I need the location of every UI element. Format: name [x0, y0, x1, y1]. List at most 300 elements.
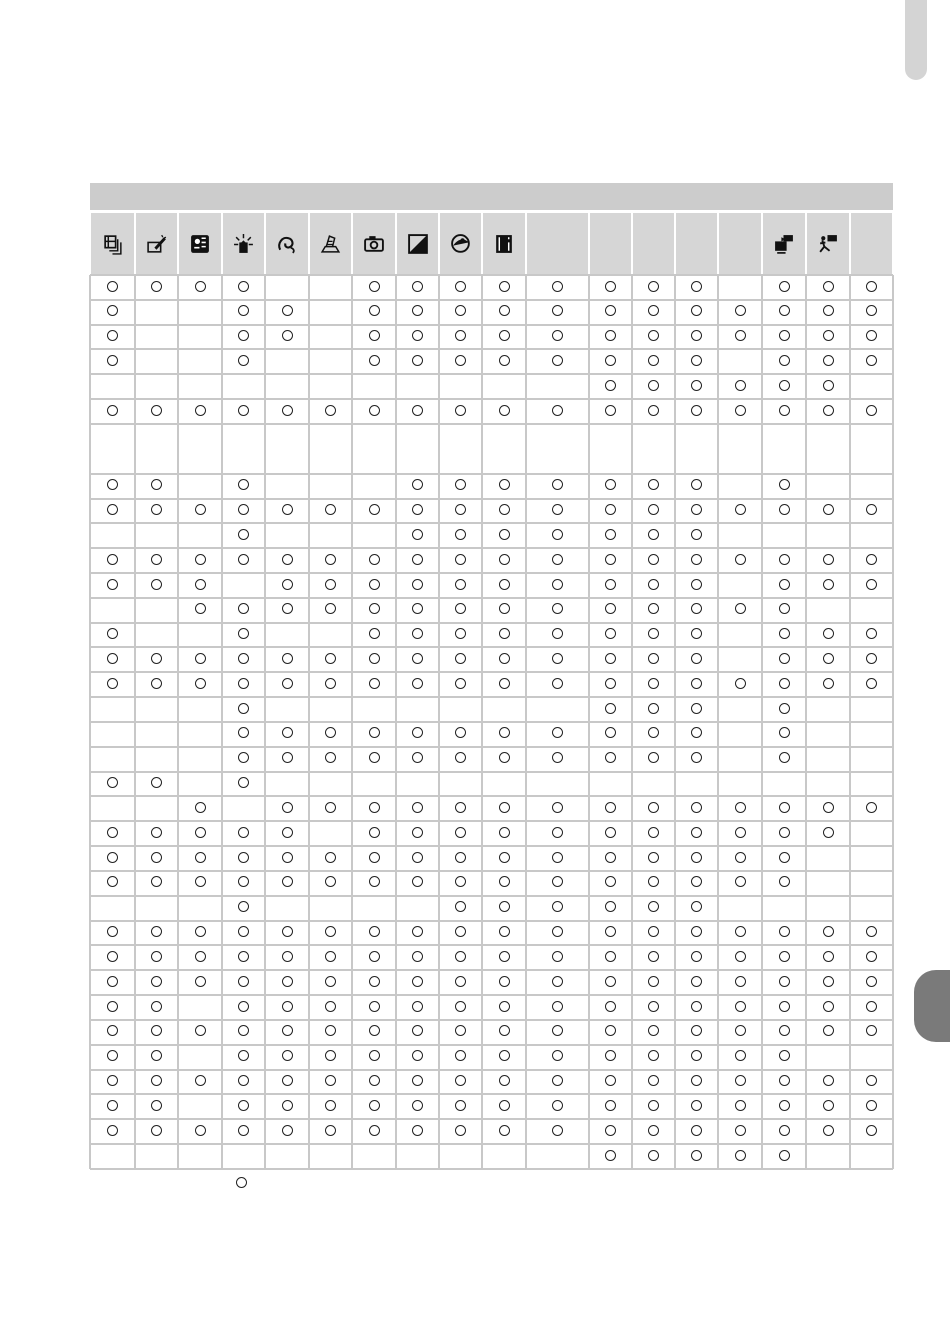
- circle-mark: [282, 852, 293, 863]
- circle-mark: [107, 678, 118, 689]
- circle-mark: [605, 852, 616, 863]
- circle-mark: [866, 951, 877, 962]
- circle-mark: [779, 479, 790, 490]
- circle-mark: [648, 752, 659, 763]
- circle-mark: [648, 330, 659, 341]
- row-divider: [90, 1019, 893, 1021]
- circle-mark: [648, 926, 659, 937]
- circle-mark: [552, 653, 563, 664]
- circle-mark: [282, 727, 293, 738]
- row-divider: [90, 820, 893, 822]
- circle-mark: [648, 802, 659, 813]
- circle-mark: [691, 603, 702, 614]
- circle-mark: [238, 901, 249, 912]
- circle-mark: [238, 603, 249, 614]
- circle-mark: [107, 281, 118, 292]
- circle-mark: [369, 802, 380, 813]
- circle-mark: [369, 876, 380, 887]
- circle-mark: [779, 852, 790, 863]
- circle-mark: [369, 926, 380, 937]
- circle-mark: [455, 653, 466, 664]
- circle-mark: [107, 653, 118, 664]
- circle-mark: [412, 479, 423, 490]
- circle-mark: [823, 976, 834, 987]
- circle-mark: [691, 529, 702, 540]
- circle-mark: [691, 727, 702, 738]
- circle-mark: [866, 281, 877, 292]
- circle-mark: [691, 802, 702, 813]
- circle-mark: [691, 330, 702, 341]
- circle-mark: [648, 1001, 659, 1012]
- circle-mark: [735, 554, 746, 565]
- circle-mark: [866, 678, 877, 689]
- row-divider: [90, 522, 893, 524]
- circle-mark: [369, 752, 380, 763]
- circle-mark: [195, 1125, 206, 1136]
- circle-mark: [282, 1100, 293, 1111]
- circle-mark: [735, 504, 746, 515]
- circle-mark: [412, 529, 423, 540]
- row-divider: [90, 1044, 893, 1046]
- column-divider: [674, 275, 676, 1169]
- column-divider: [438, 275, 440, 1169]
- circle-mark: [238, 1125, 249, 1136]
- circle-mark: [282, 1025, 293, 1036]
- circle-mark: [325, 976, 336, 987]
- circle-mark: [866, 802, 877, 813]
- circle-mark: [823, 628, 834, 639]
- circle-mark: [107, 827, 118, 838]
- circle-mark: [195, 504, 206, 515]
- circle-mark: [238, 529, 249, 540]
- circle-mark: [107, 504, 118, 515]
- circle-mark: [691, 628, 702, 639]
- circle-mark: [779, 653, 790, 664]
- circle-mark: [195, 579, 206, 590]
- circle-mark: [455, 603, 466, 614]
- circle-mark: [325, 504, 336, 515]
- circle-mark: [151, 653, 162, 664]
- circle-mark: [151, 479, 162, 490]
- circle-mark: [691, 504, 702, 515]
- circle-mark: [552, 305, 563, 316]
- circle-mark: [455, 901, 466, 912]
- circle-mark: [691, 305, 702, 316]
- circle-mark: [605, 554, 616, 565]
- circle-mark: [151, 852, 162, 863]
- circle-mark: [151, 405, 162, 416]
- circle-mark: [282, 305, 293, 316]
- circle-mark: [238, 827, 249, 838]
- circle-mark: [455, 628, 466, 639]
- circle-mark: [107, 305, 118, 316]
- column-divider: [588, 275, 590, 1169]
- circle-mark: [823, 380, 834, 391]
- circle-mark: [499, 554, 510, 565]
- circle-mark: [735, 926, 746, 937]
- circle-mark: [779, 1100, 790, 1111]
- row-divider: [90, 299, 893, 301]
- row-divider: [90, 1069, 893, 1071]
- circle-mark: [605, 330, 616, 341]
- circle-mark: [552, 1001, 563, 1012]
- circle-mark: [499, 852, 510, 863]
- circle-mark: [499, 504, 510, 515]
- circle-mark: [151, 777, 162, 788]
- circle-mark: [866, 579, 877, 590]
- circle-mark: [238, 355, 249, 366]
- circle-mark: [648, 380, 659, 391]
- circle-mark: [195, 976, 206, 987]
- circle-mark: [691, 554, 702, 565]
- circle-mark: [107, 777, 118, 788]
- circle-mark: [195, 1075, 206, 1086]
- circle-mark: [107, 1050, 118, 1061]
- circle-mark: [325, 1125, 336, 1136]
- column-divider: [351, 275, 353, 1169]
- circle-mark: [823, 678, 834, 689]
- circle-mark: [691, 876, 702, 887]
- circle-mark: [412, 802, 423, 813]
- circle-mark: [325, 852, 336, 863]
- circle-mark: [238, 876, 249, 887]
- column-divider: [89, 275, 91, 1169]
- circle-mark: [499, 1025, 510, 1036]
- circle-mark: [325, 1025, 336, 1036]
- circle-mark: [552, 926, 563, 937]
- circle-mark: [552, 529, 563, 540]
- circle-mark: [735, 305, 746, 316]
- circle-mark: [735, 1025, 746, 1036]
- row-divider: [90, 498, 893, 500]
- circle-mark: [691, 827, 702, 838]
- compatibility-table: [90, 183, 893, 1172]
- circle-mark: [455, 405, 466, 416]
- circle-mark: [823, 653, 834, 664]
- circle-mark: [151, 1025, 162, 1036]
- circle-mark: [605, 504, 616, 515]
- circle-mark: [107, 479, 118, 490]
- circle-mark: [282, 678, 293, 689]
- circle-mark: [605, 926, 616, 937]
- circle-mark: [605, 305, 616, 316]
- circle-mark: [552, 554, 563, 565]
- circle-mark: [151, 976, 162, 987]
- circle-mark: [605, 703, 616, 714]
- circle-mark: [195, 678, 206, 689]
- circle-mark: [866, 926, 877, 937]
- circle-mark: [605, 876, 616, 887]
- circle-mark: [107, 1001, 118, 1012]
- circle-mark: [648, 653, 659, 664]
- circle-mark: [605, 355, 616, 366]
- circle-mark: [823, 1075, 834, 1086]
- circle-mark: [691, 653, 702, 664]
- circle-mark: [238, 554, 249, 565]
- circle-mark: [552, 1050, 563, 1061]
- row-divider: [90, 671, 893, 673]
- circle-mark: [779, 355, 790, 366]
- circle-mark: [325, 1001, 336, 1012]
- circle-mark: [195, 827, 206, 838]
- circle-mark: [369, 1025, 380, 1036]
- column-divider: [177, 275, 179, 1169]
- circle-mark: [648, 703, 659, 714]
- circle-mark: [648, 1050, 659, 1061]
- circle-mark: [369, 678, 380, 689]
- circle-mark: [691, 976, 702, 987]
- circle-mark: [238, 703, 249, 714]
- circle-mark: [779, 281, 790, 292]
- circle-mark: [735, 876, 746, 887]
- circle-mark: [648, 976, 659, 987]
- circle-mark: [282, 1001, 293, 1012]
- circle-mark: [691, 380, 702, 391]
- circle-mark: [552, 330, 563, 341]
- row-divider: [90, 1093, 893, 1095]
- multi-frame-stack-icon: [102, 233, 124, 255]
- circle-mark: [691, 1025, 702, 1036]
- circle-mark: [691, 405, 702, 416]
- circle-mark: [412, 678, 423, 689]
- circle-mark: [499, 1125, 510, 1136]
- circle-mark: [605, 827, 616, 838]
- row-divider: [90, 597, 893, 599]
- circle-mark: [412, 876, 423, 887]
- circle-mark: [605, 1001, 616, 1012]
- circle-mark: [779, 926, 790, 937]
- column-divider: [395, 275, 397, 1169]
- circle-mark: [151, 1100, 162, 1111]
- row-divider: [90, 969, 893, 971]
- circle-mark: [455, 852, 466, 863]
- circle-mark: [455, 479, 466, 490]
- row-divider: [90, 795, 893, 797]
- circle-mark: [605, 901, 616, 912]
- circle-mark: [552, 876, 563, 887]
- circle-mark: [691, 355, 702, 366]
- circle-mark: [455, 1125, 466, 1136]
- circle-mark: [282, 1050, 293, 1061]
- circle-mark: [499, 653, 510, 664]
- circle-mark: [412, 852, 423, 863]
- circle-mark: [552, 901, 563, 912]
- circle-mark: [552, 1075, 563, 1086]
- column-divider: [481, 275, 483, 1169]
- circle-mark: [735, 380, 746, 391]
- circle-mark: [282, 1075, 293, 1086]
- circle-mark: [282, 976, 293, 987]
- circle-mark: [238, 628, 249, 639]
- circle-mark: [648, 479, 659, 490]
- column-divider: [525, 275, 527, 1169]
- circle-mark: [151, 281, 162, 292]
- circle-mark: [735, 852, 746, 863]
- circle-mark: [455, 827, 466, 838]
- circle-mark: [238, 951, 249, 962]
- circle-mark: [455, 926, 466, 937]
- circle-mark: [107, 926, 118, 937]
- circle-mark: [735, 827, 746, 838]
- circle-mark: [369, 1050, 380, 1061]
- circle-mark: [107, 1100, 118, 1111]
- circle-mark: [455, 678, 466, 689]
- circle-mark: [823, 554, 834, 565]
- circle-mark: [412, 1050, 423, 1061]
- camera-icon: [363, 233, 385, 255]
- circle-mark: [691, 703, 702, 714]
- circle-mark: [691, 281, 702, 292]
- circle-mark: [369, 727, 380, 738]
- circle-mark: [195, 852, 206, 863]
- circle-mark: [823, 504, 834, 515]
- circle-mark: [552, 802, 563, 813]
- circle-mark: [412, 1001, 423, 1012]
- column-divider: [761, 275, 763, 1169]
- circle-mark: [151, 678, 162, 689]
- chapter-tab-index[interactable]: [914, 970, 950, 1042]
- circle-mark: [648, 678, 659, 689]
- circle-mark: [455, 330, 466, 341]
- circle-mark: [605, 628, 616, 639]
- circle-mark: [238, 1025, 249, 1036]
- row-divider: [90, 746, 893, 748]
- circle-mark: [735, 951, 746, 962]
- circle-mark: [552, 727, 563, 738]
- circle-mark: [195, 405, 206, 416]
- circle-mark: [499, 876, 510, 887]
- circle-mark: [691, 901, 702, 912]
- circle-mark: [499, 1100, 510, 1111]
- circle-mark: [735, 603, 746, 614]
- row-divider: [90, 646, 893, 648]
- circle-mark: [605, 529, 616, 540]
- circle-mark: [369, 305, 380, 316]
- circle-mark: [823, 802, 834, 813]
- circle-mark: [552, 678, 563, 689]
- circle-mark: [691, 1075, 702, 1086]
- circle-mark: [605, 1150, 616, 1161]
- circle-mark: [866, 653, 877, 664]
- circle-mark: [779, 876, 790, 887]
- circle-mark: [648, 852, 659, 863]
- circle-mark: [455, 1075, 466, 1086]
- row-divider: [90, 1118, 893, 1120]
- circle-mark: [455, 1025, 466, 1036]
- circle-mark: [866, 554, 877, 565]
- circle-mark: [823, 827, 834, 838]
- circle-mark: [107, 876, 118, 887]
- circle-mark: [823, 1025, 834, 1036]
- circle-mark: [455, 281, 466, 292]
- circle-mark: [823, 1100, 834, 1111]
- circle-mark: [151, 554, 162, 565]
- circle-mark: [605, 603, 616, 614]
- circle-mark: [866, 1100, 877, 1111]
- circle-mark: [195, 603, 206, 614]
- column-divider: [631, 275, 633, 1169]
- column-divider: [892, 275, 894, 1169]
- circle-mark: [238, 479, 249, 490]
- circle-mark: [552, 1125, 563, 1136]
- circle-mark: [552, 355, 563, 366]
- circle-mark: [282, 504, 293, 515]
- circle-mark: [648, 281, 659, 292]
- circle-mark: [552, 603, 563, 614]
- header-cell: [676, 213, 717, 275]
- circle-mark: [779, 1001, 790, 1012]
- circle-mark: [369, 281, 380, 292]
- contrast-square-icon: [407, 233, 429, 255]
- circle-mark: [552, 628, 563, 639]
- circle-mark: [499, 281, 510, 292]
- column-divider: [264, 275, 266, 1169]
- circle-mark: [823, 355, 834, 366]
- circle-mark: [866, 330, 877, 341]
- circle-mark: [691, 479, 702, 490]
- circle-mark: [107, 355, 118, 366]
- circle-mark: [325, 1075, 336, 1086]
- circle-mark: [455, 727, 466, 738]
- circle-mark: [412, 330, 423, 341]
- circle-mark: [735, 1001, 746, 1012]
- circle-mark: [369, 1075, 380, 1086]
- circle-mark: [412, 976, 423, 987]
- circle-mark: [195, 926, 206, 937]
- circle-mark: [823, 1125, 834, 1136]
- circle-mark: [238, 926, 249, 937]
- circle-mark: [282, 603, 293, 614]
- circle-mark: [605, 479, 616, 490]
- circle-mark: [648, 504, 659, 515]
- circle-mark: [455, 355, 466, 366]
- circle-mark: [499, 678, 510, 689]
- row-divider: [90, 274, 893, 276]
- circle-mark: [195, 554, 206, 565]
- circle-mark: [691, 1125, 702, 1136]
- circle-mark: [552, 281, 563, 292]
- circle-mark: [369, 1125, 380, 1136]
- circle-mark: [238, 1001, 249, 1012]
- circle-mark: [552, 1100, 563, 1111]
- document-stack-icon: [320, 233, 342, 255]
- circle-mark: [369, 653, 380, 664]
- row-divider: [90, 473, 893, 475]
- circle-mark: [735, 330, 746, 341]
- circle-mark: [369, 405, 380, 416]
- circle-mark: [412, 281, 423, 292]
- circle-mark: [648, 355, 659, 366]
- header-cell: [590, 213, 631, 275]
- circle-mark: [455, 951, 466, 962]
- circle-mark: [779, 802, 790, 813]
- circle-mark: [648, 579, 659, 590]
- circle-mark: [866, 504, 877, 515]
- circle-mark: [282, 876, 293, 887]
- circle-mark: [455, 876, 466, 887]
- circle-mark: [151, 926, 162, 937]
- circle-mark: [151, 876, 162, 887]
- circle-mark: [195, 876, 206, 887]
- circle-mark: [605, 653, 616, 664]
- header-cell: [719, 213, 761, 275]
- circle-mark: [648, 1075, 659, 1086]
- circle-mark: [648, 901, 659, 912]
- circle-mark: [691, 926, 702, 937]
- circle-mark: [282, 926, 293, 937]
- circle-mark: [779, 827, 790, 838]
- circle-mark: [499, 305, 510, 316]
